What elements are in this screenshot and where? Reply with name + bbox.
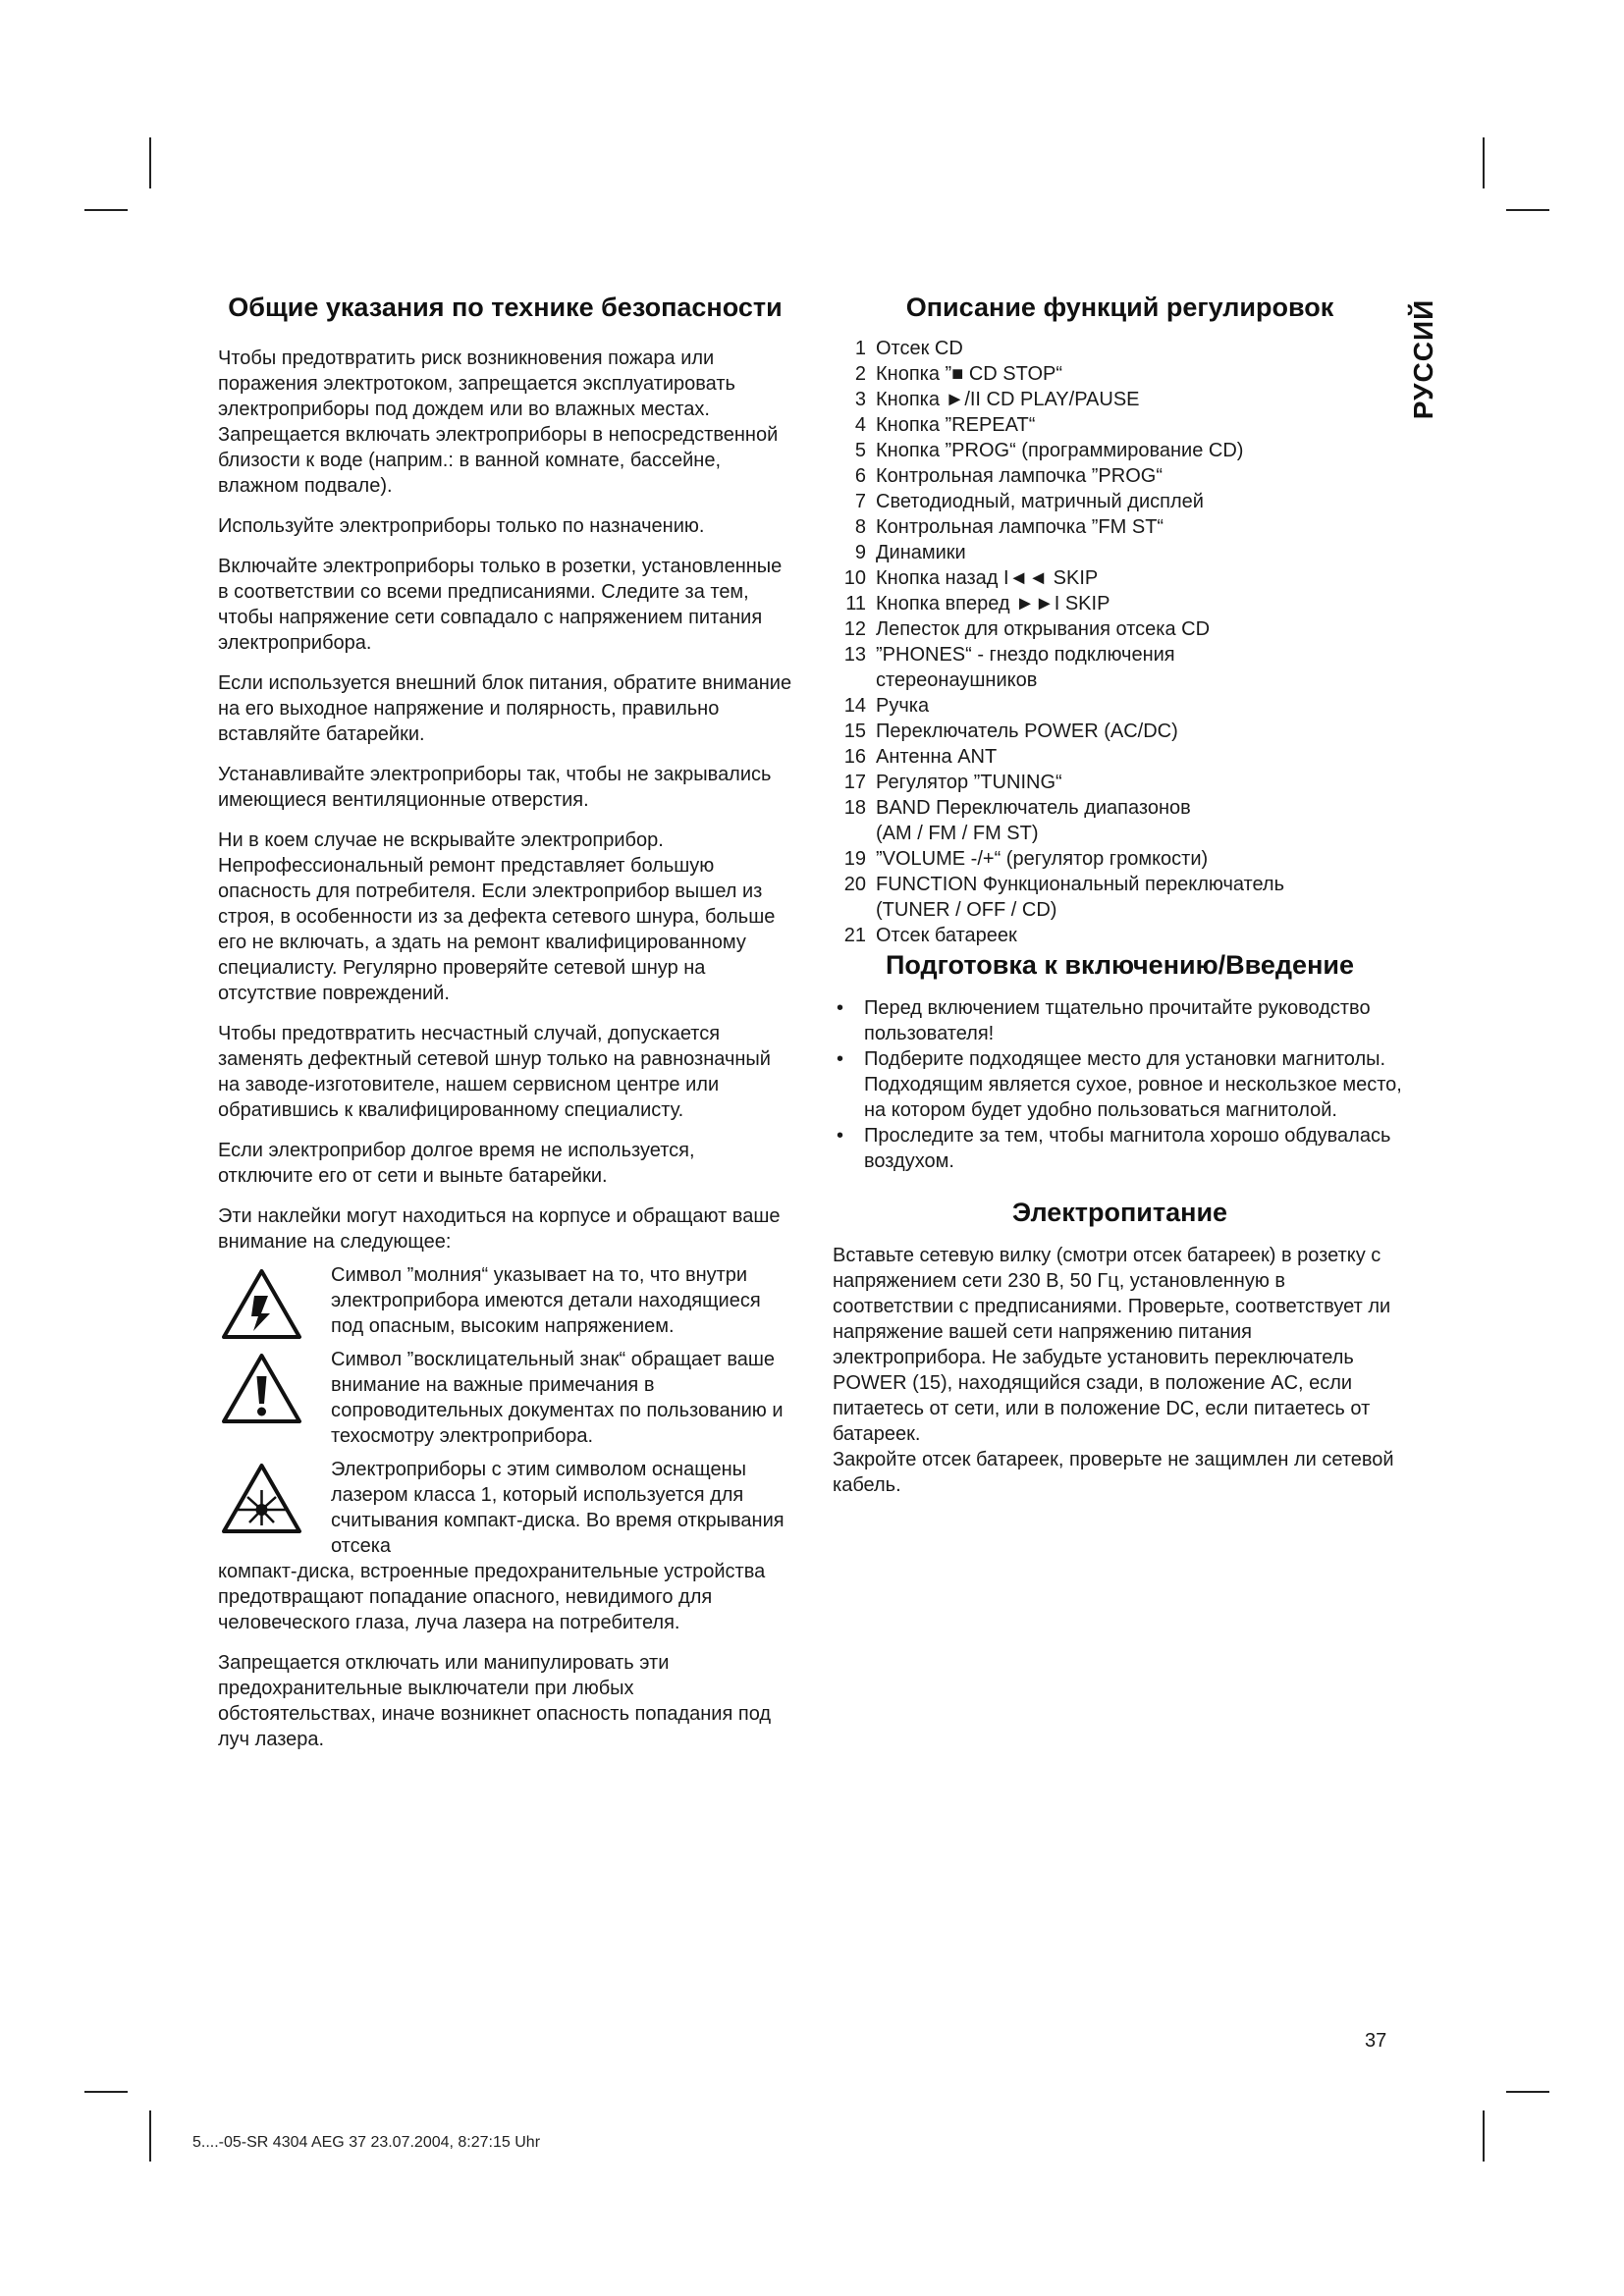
item-number: 13 (843, 644, 866, 666)
laser-warning-continued: компакт-диска, встроенные предохранительные устройства предотвращают попадание опасного, невидимого для человеческого глаза, луча лазера на потребителя. (218, 1561, 766, 1633)
item-text: Контрольная лампочка ”FM ST“ (876, 516, 1164, 538)
item-number: 7 (854, 491, 866, 512)
item-number: 20 (843, 874, 866, 895)
item-text: Ручка (876, 695, 930, 717)
item-text: ”PHONES“ - гнездо подключения (876, 644, 1175, 666)
list-item (833, 489, 1407, 514)
list-item (833, 1046, 1407, 1123)
crop-mark (1506, 2091, 1549, 2093)
power-paragraph: Закройте отсек батареек, проверьте не защимлен ли сетевой кабель. (833, 1449, 1394, 1496)
item-number: 2 (854, 363, 866, 385)
item-number: 17 (843, 772, 866, 793)
language-tab (1404, 291, 1443, 428)
item-number: 10 (843, 567, 866, 589)
item-text: Кнопка ”REPEAT“ (876, 414, 1036, 436)
item-number: 18 (843, 797, 866, 819)
item-number: 4 (854, 414, 866, 436)
item-text: ”VOLUME -/+“ (регулятор громкости) (876, 848, 1209, 870)
lightning-warning-icon (221, 1268, 302, 1340)
list-item (833, 693, 1407, 719)
item-text: Отсек CD (876, 338, 963, 359)
list-item (833, 770, 1407, 795)
crop-mark (84, 2091, 128, 2093)
list-item (833, 361, 1407, 387)
item-text: Кнопка ”■ CD STOP“ (876, 363, 1063, 385)
preparation-list (833, 995, 1407, 1174)
item-text: Светодиодный, матричный дисплей (876, 491, 1204, 512)
list-item (833, 923, 1407, 948)
print-footer: 5....-05-SR 4304 AEG 37 23.07.2004, 8:27:15 Uhr (192, 2134, 541, 2151)
item-text: Отсек батареек (876, 925, 1017, 946)
item-text: Кнопка ►/II CD PLAY/PAUSE (876, 389, 1140, 410)
safety-paragraph: Чтобы предотвратить риск возникновения пожара или поражения электротоком, запрещается эксплуатировать электроприборы под дождем или во влажных местах. Запрещается включать электроприборы в непосредственной близости к воде (наприм.: в ванной комнате, бассейне, влажном подвале). (218, 347, 779, 497)
list-item (833, 463, 1407, 489)
safety-paragraph: Используйте электроприборы только по назначению. (218, 515, 705, 537)
item-text: FUNCTION Функциональный переключатель (876, 874, 1285, 895)
page-number: 37 (1365, 2030, 1387, 2052)
controls-list (833, 336, 1407, 948)
laser-warning-icon (221, 1463, 302, 1534)
power-title: Электропитание (1011, 1198, 1228, 1227)
list-item (833, 591, 1407, 616)
list-item (833, 744, 1407, 770)
list-item (833, 336, 1407, 361)
item-text: Переключатель POWER (AC/DC) (876, 721, 1178, 742)
item-number: 5 (854, 440, 866, 461)
bullet-text: Подберите подходящее место для установки магнитолы. Подходящим является сухое, ровное и нескользкое место, на котором будет удобно пользоваться магнитолой. (864, 1048, 1402, 1121)
item-text: Кнопка вперед ►►I SKIP (876, 593, 1110, 614)
list-item (833, 438, 1407, 463)
exclamation-warning-icon (221, 1353, 302, 1424)
bullet-icon: • (837, 997, 844, 1019)
item-number: 8 (854, 516, 866, 538)
safety-final-paragraph: Запрещается отключать или манипулировать эти предохранительные выключатели при любых обстоятельствах, иначе возникнет опасность попадания под луч лазера. (218, 1652, 772, 1750)
list-item (833, 412, 1407, 438)
language-tab-label: РУССИЙ (1408, 298, 1438, 420)
exclamation-warning-text: Символ ”восклицательный знак“ обращает ваше внимание на важные примечания в сопроводительных документах по пользованию и техосмотру электроприбора. (331, 1349, 784, 1447)
item-text: Динамики (876, 542, 966, 563)
laser-warning-text: Электроприборы с этим символом оснащены лазером класса 1, который используется для считывания компакт-диска. Во время открывания отсека (331, 1459, 785, 1557)
list-item (833, 514, 1407, 540)
list-item (833, 616, 1407, 642)
list-item (833, 387, 1407, 412)
safety-paragraph: Если используется внешний блок питания, обратите внимание на его выходное напряжение и полярность, правильно вставляйте батарейки. (218, 672, 792, 745)
item-text: Регулятор ”TUNING“ (876, 772, 1062, 793)
bullet-icon: • (837, 1048, 844, 1070)
lightning-warning (218, 1262, 792, 1339)
item-text: Лепесток для открывания отсека CD (876, 618, 1211, 640)
list-item (833, 995, 1407, 1046)
crop-mark (149, 137, 151, 188)
list-item (833, 795, 1407, 821)
list-item (833, 872, 1407, 897)
safety-paragraph: Устанавливайте электроприборы так, чтобы не закрывались имеющиеся вентиляционные отверстия. (218, 764, 772, 811)
safety-paragraph: Включайте электроприборы только в розетки, установленные в соответствии со всеми предписаниями. Следите за тем, чтобы напряжение сети совпадало с напряжением питания электроприбора. (218, 556, 783, 654)
item-subtext: стереонаушников (876, 669, 1038, 691)
crop-mark (149, 2110, 151, 2162)
power-paragraph: Вставьте сетевую вилку (смотри отсек батареек) в розетку с напряжением сети 230 В, 50 Гц, установленную в соответствии с предписаниями. Проверьте, соответствует ли напряжение вашей сети напряжению питания электроприбора. Не забудьте установить переключатель POWER (15), находящийся сзади, в положение AC, если питаетесь от сети, или в положение DC, если питаетесь от батареек. (833, 1245, 1391, 1445)
item-text: Антенна ANT (876, 746, 998, 768)
bullet-icon: • (837, 1125, 844, 1147)
crop-mark (84, 209, 128, 211)
bullet-text: Проследите за тем, чтобы магнитола хорошо обдувалась воздухом. (864, 1125, 1391, 1172)
item-number: 1 (854, 338, 866, 359)
preparation-title: Подготовка к включению/Введение (885, 950, 1354, 980)
list-item (833, 642, 1407, 667)
item-number: 14 (843, 695, 866, 717)
safety-title: Общие указания по технике безопасности (228, 293, 783, 322)
crop-mark (1483, 2110, 1485, 2162)
item-number: 9 (854, 542, 866, 563)
item-number: 12 (843, 618, 866, 640)
item-number: 16 (843, 746, 866, 768)
bullet-text: Перед включением тщательно прочитайте руководство пользователя! (864, 997, 1371, 1044)
item-number: 11 (845, 593, 866, 614)
safety-paragraph: Чтобы предотвратить несчастный случай, допускается заменять дефектный сетевой шнур только на равнозначный на заводе-изготовителе, нашем сервисном центре или обратившись к квалифицированному специалисту. (218, 1023, 771, 1121)
safety-column (218, 291, 792, 1767)
item-number: 6 (854, 465, 866, 487)
crop-mark (1506, 209, 1549, 211)
crop-mark (1483, 137, 1485, 188)
list-item (833, 1123, 1407, 1174)
item-subtext: (TUNER / OFF / CD) (876, 899, 1057, 921)
list-item (833, 540, 1407, 565)
laser-warning (218, 1457, 792, 1559)
item-number: 15 (843, 721, 866, 742)
item-text: BAND Переключатель диапазонов (876, 797, 1191, 819)
item-text: Кнопка назад I◄◄ SKIP (876, 567, 1099, 589)
item-number: 3 (854, 389, 866, 410)
lightning-warning-text: Символ ”молния“ указывает на то, что внутри электроприбора имеются детали находящиеся под опасным, высоким напряжением. (331, 1264, 761, 1337)
item-text: Кнопка ”PROG“ (программирование CD) (876, 440, 1244, 461)
controls-column (833, 291, 1407, 1513)
list-item (833, 846, 1407, 872)
item-number: 19 (843, 848, 866, 870)
item-subtext: (AM / FM / FM ST) (876, 823, 1039, 844)
controls-title: Описание функций регулировок (905, 293, 1334, 322)
safety-paragraph: Ни в коем случае не вскрывайте электроприбор. Непрофессиональный ремонт представляет большую опасность для потребителя. Если электроприбор вышел из строя, в особенности из за дефекта сетевого шнура, больше его не включать, а здать на ремонт квалифицированному специалисту. Регулярно проверяйте сетевой шнур на отсутствие повреждений. (218, 829, 776, 1004)
safety-paragraph: Эти наклейки могут находиться на корпусе и обращают ваше внимание на следующее: (218, 1205, 781, 1253)
exclamation-warning (218, 1347, 792, 1449)
item-text: Контрольная лампочка ”PROG“ (876, 465, 1163, 487)
list-item (833, 719, 1407, 744)
list-item (833, 565, 1407, 591)
safety-paragraph: Если электроприбор долгое время не используется, отключите его от сети и выньте батарейки. (218, 1140, 695, 1187)
item-number: 21 (843, 925, 866, 946)
